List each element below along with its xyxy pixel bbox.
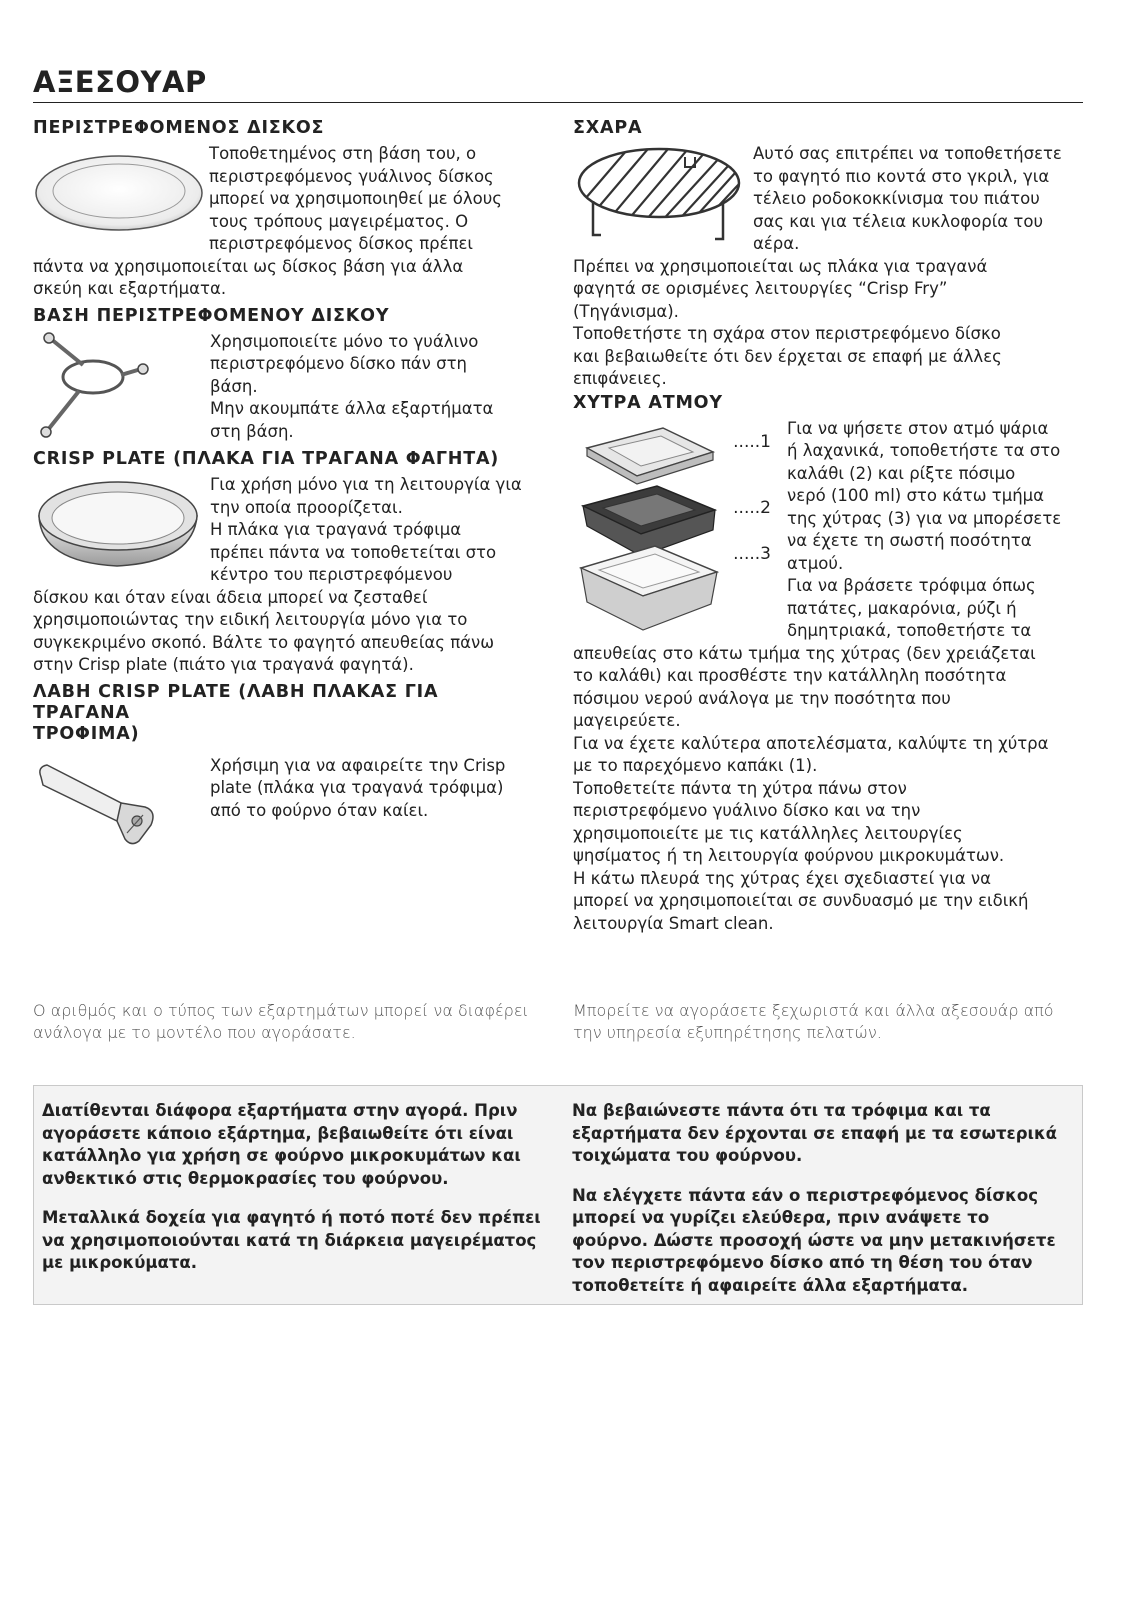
text-line: πόσιμου νερού ανάλογα με την ποσότητα που: [573, 688, 951, 708]
text-line: μπορεί να χρησιμοποιείται σε συνδυασμό με την ειδική: [573, 891, 1029, 910]
text-line: περιστρεφόμενο γυάλινο δίσκο και να την: [573, 801, 921, 820]
text-line: τοποθετείτε ή αφαιρείτε άλλα εξαρτήματα.: [572, 1275, 969, 1295]
grill-title: ΣΧΑΡΑ: [573, 118, 643, 138]
text-line: περιστρεφόμενος δίσκος πρέπει: [209, 234, 473, 253]
turntable-support-image: [33, 331, 210, 444]
warning-left-column: [42, 1100, 542, 1292]
text-line: Αυτό σας επιτρέπει να τοποθετήσετε: [753, 144, 1062, 163]
text-line: Για να έχετε καλύτερα αποτελέσματα, καλύψτε τη χύτρα: [573, 733, 1049, 753]
steamer-section: [573, 393, 1081, 936]
text-line: Η κάτω πλευρά της χύτρας έχει σχεδιαστεί για να: [573, 868, 991, 888]
text-line: βάση.: [210, 376, 258, 396]
text-line: τους τρόπους μαγειρέματος. Ο: [209, 211, 469, 231]
warning-box: [33, 1085, 1083, 1305]
grill-section: [573, 118, 1081, 391]
text-line: Τοποθετήστε τη σχάρα στον περιστρεφόμενο δίσκο: [573, 324, 1001, 343]
text-line: καλάθι (2) και ρίξτε πόσιμο: [787, 463, 1016, 483]
text-line: την υπηρεσία εξυπηρέτησης πελατών.: [573, 1023, 882, 1042]
crisp-section: [33, 449, 541, 677]
warning-right-column: [572, 1100, 1072, 1314]
text-line: την οποία προορίζεται.: [210, 497, 403, 517]
left-column: [33, 118, 541, 851]
text-line: το καλάθι) και προσθέστε την κατάλληλη ποσότητα: [573, 666, 1007, 685]
text-line: ατμού.: [787, 553, 844, 573]
text-line: Χρήσιμη για να αφαιρείτε την Crisp: [210, 755, 506, 775]
text-line: σας και για τέλεια κυκλοφορία του: [753, 211, 1043, 231]
warning-paragraph: [572, 1100, 1072, 1168]
turntable-side-text: [209, 143, 541, 256]
text-line: ανθεκτικό στις θερμοκρασίες του φούρνου.: [42, 1168, 449, 1188]
text-line: πρέπει πάντα να τοποθετείται στο: [210, 542, 497, 562]
model-variation-note: [33, 1000, 533, 1044]
text-line: μαγειρεύετε.: [573, 711, 681, 730]
text-line: πατάτες, μακαρόνια, ρύζι ή: [787, 598, 1017, 618]
text-line: Ο αριθμός και ο τύπος των εξαρτημάτων μπορεί να διαφέρει: [33, 1001, 529, 1020]
right-column: [573, 118, 1081, 935]
crisp-side-text: [210, 474, 541, 587]
steamer-side-text: [771, 418, 1081, 643]
text-line: Για να βράσετε τρόφιμα όπως: [787, 576, 1036, 595]
handle-text: [210, 755, 541, 851]
text-line: απευθείας στο κάτω τμήμα της χύτρας (δεν χρειάζεται: [573, 643, 1036, 663]
turntable-image: [33, 143, 209, 256]
text-line: Για να ψήσετε στον ατμό ψάρια: [787, 418, 1049, 438]
text-line: σκεύη και εξαρτήματα.: [33, 279, 227, 298]
text-line: δημητριακά, τοποθετήστε τα: [787, 621, 1032, 640]
text-line: ή λαχανικά, τοποθετήστε τα στο: [787, 441, 1061, 460]
support-text: [210, 331, 541, 444]
page-title: ΑΞΕΣΟΥΑΡ: [33, 62, 1083, 103]
crisp-title: CRISP PLATE (ΠΛΑΚΑ ΓΙΑ ΤΡΑΓΑΝΑ ΦΑΓΗΤΑ): [33, 449, 500, 469]
steamer-image: [573, 418, 735, 643]
text-line: πάντα να χρησιμοποιείται ως δίσκος βάση για άλλα: [33, 256, 464, 276]
text-line: κατάλληλο για χρήση σε φούρνο μικροκυμάτων και: [42, 1146, 521, 1165]
text-line: φαγητά σε ορισμένες λειτουργίες “Crisp Fry”: [573, 279, 948, 298]
text-line: τον περιστρεφόμενο δίσκο από τη θέση του όταν: [572, 1253, 1033, 1272]
text-line: Μεταλλικά δοχεία για φαγητό ή ποτό ποτέ δεν πρέπει: [42, 1208, 541, 1227]
grill-side-text: [753, 143, 1081, 256]
text-line: επιφάνειες.: [573, 369, 667, 388]
text-line: εξαρτήματα δεν έρχονται σε επαφή με τα εσωτερικά: [572, 1123, 1058, 1143]
steamer-label-3: .....3: [733, 543, 771, 564]
text-line: νερό (100 ml) στο κάτω τμήμα: [787, 486, 1045, 505]
text-line: Για χρήση μόνο για τη λειτουργία για: [210, 475, 522, 494]
purchase-note: [573, 1000, 1073, 1044]
text-line: με μικροκύματα.: [42, 1253, 197, 1272]
text-line: συγκεκριμένο σκοπό. Βάλτε το φαγητό απευθείας πάνω: [33, 632, 495, 652]
warning-paragraph: [42, 1100, 542, 1190]
handle-title: ΛΑΒΗ CRISP PLATE (ΛΑΒΗ ΠΛΑΚΑΣ ΓΙΑ ΤΡΑΓΑΝΑ: [33, 681, 439, 723]
text-line: περιστρεφόμενος γυάλινος δίσκος: [209, 166, 494, 186]
text-line: μπορεί να γυρίζει ελεύθερα, πριν ανάψετε το: [572, 1208, 990, 1227]
handle-title-cont: ΤΡΟΦΙΜΑ): [33, 723, 140, 744]
support-title: ΒΑΣΗ ΠΕΡΙΣΤΡΕΦΟΜΕΝΟΥ ΔΙΣΚΟΥ: [33, 305, 390, 326]
text-line: να χρησιμοποιούνται κατά τη διάρκεια μαγειρέματος: [42, 1230, 537, 1250]
text-line: και βεβαιωθείτε ότι δεν έρχεται σε επαφή με άλλες: [573, 346, 1002, 366]
text-line: αέρα.: [753, 234, 800, 253]
text-line: τοιχώματα του φούρνου.: [572, 1146, 803, 1165]
text-line: Η πλάκα για τραγανά τρόφιμα: [210, 520, 462, 539]
text-line: Μην ακουμπάτε άλλα εξαρτήματα: [210, 399, 494, 418]
text-line: να έχετε τη σωστή ποσότητα: [787, 531, 1032, 550]
text-line: το φαγητό πιο κοντά στο γκριλ, για: [753, 166, 1050, 186]
text-line: Χρησιμοποιείτε μόνο το γυάλινο: [210, 331, 479, 351]
text-line: με το παρεχόμενο καπάκι (1).: [573, 756, 818, 775]
text-line: φούρνο. Δώστε προσοχή ώστε να μην μετακινήσετε: [572, 1230, 1056, 1250]
crisp-plate-image: [33, 474, 210, 587]
text-line: Διατίθενται διάφορα εξαρτήματα στην αγορά. Πριν: [42, 1101, 518, 1120]
grill-rack-image: [573, 143, 753, 256]
text-line: στη βάση.: [210, 421, 294, 441]
text-line: στην Crisp plate (πιάτο για τραγανά φαγητά).: [33, 655, 414, 674]
text-line: Τοποθετημένος στη βάση του, ο: [209, 144, 477, 163]
support-section: [33, 306, 541, 444]
text-line: λειτουργία Smart clean.: [573, 913, 774, 933]
warning-paragraph: [42, 1207, 542, 1275]
steamer-label-2: .....2: [733, 497, 771, 518]
text-line: Πρέπει να χρησιμοποιείται ως πλάκα για τραγανά: [573, 256, 988, 276]
text-line: Μπορείτε να αγοράσετε ξεχωριστά και άλλα αξεσουάρ από: [573, 1001, 1054, 1020]
turntable-section: [33, 118, 541, 301]
text-line: μπορεί να χρησιμοποιηθεί με όλους: [209, 189, 502, 208]
steamer-part-labels: [735, 418, 771, 643]
text-line: αγοράσετε κάποιο εξάρτημα, βεβαιωθείτε ότι είναι: [42, 1123, 514, 1143]
text-line: κέντρο του περιστρεφόμενου: [210, 565, 453, 584]
steamer-title: ΧΥΤΡΑ ΑΤΜΟΥ: [573, 392, 723, 413]
steamer-label-1: .....1: [733, 431, 771, 452]
text-line: (Τηγάνισμα).: [573, 301, 679, 321]
turntable-title: ΠΕΡΙΣΤΡΕΦΟΜΕΝΟΣ ΔΙΣΚΟΣ: [33, 118, 325, 138]
text-line: χρησιμοποιώντας την ειδική λειτουργία μόνο για το: [33, 610, 468, 629]
text-line: Να βεβαιώνεστε πάντα ότι τα τρόφιμα και τα: [572, 1101, 991, 1120]
text-line: χρησιμοποιείτε με τις κατάλληλες λειτουργίες: [573, 823, 963, 843]
text-line: τέλειο ροδοκοκκίνισμα του πιάτου: [753, 189, 1040, 208]
text-line: δίσκου και όταν είναι άδεια μπορεί να ζεσταθεί: [33, 587, 428, 607]
text-line: περιστρεφόμενο δίσκο πάν στη: [210, 354, 467, 373]
handle-section: [33, 682, 541, 851]
text-line: plate (πλάκα για τραγανά τρόφιμα): [210, 778, 504, 797]
text-line: Τοποθετείτε πάντα τη χύτρα πάνω στον: [573, 778, 907, 798]
text-line: Να ελέγχετε πάντα εάν ο περιστρεφόμενος δίσκος: [572, 1185, 1039, 1205]
text-line: ψησίματος ή τη λειτουργία φούρνου μικροκυμάτων.: [573, 846, 1005, 865]
text-line: ανάλογα με το μοντέλο που αγοράσατε.: [33, 1023, 356, 1042]
text-line: της χύτρας (3) για να μπορέσετε: [787, 508, 1062, 528]
warning-paragraph: [572, 1185, 1072, 1298]
crisp-handle-image: [33, 755, 210, 851]
text-line: από το φούρνο όταν καίει.: [210, 800, 429, 820]
